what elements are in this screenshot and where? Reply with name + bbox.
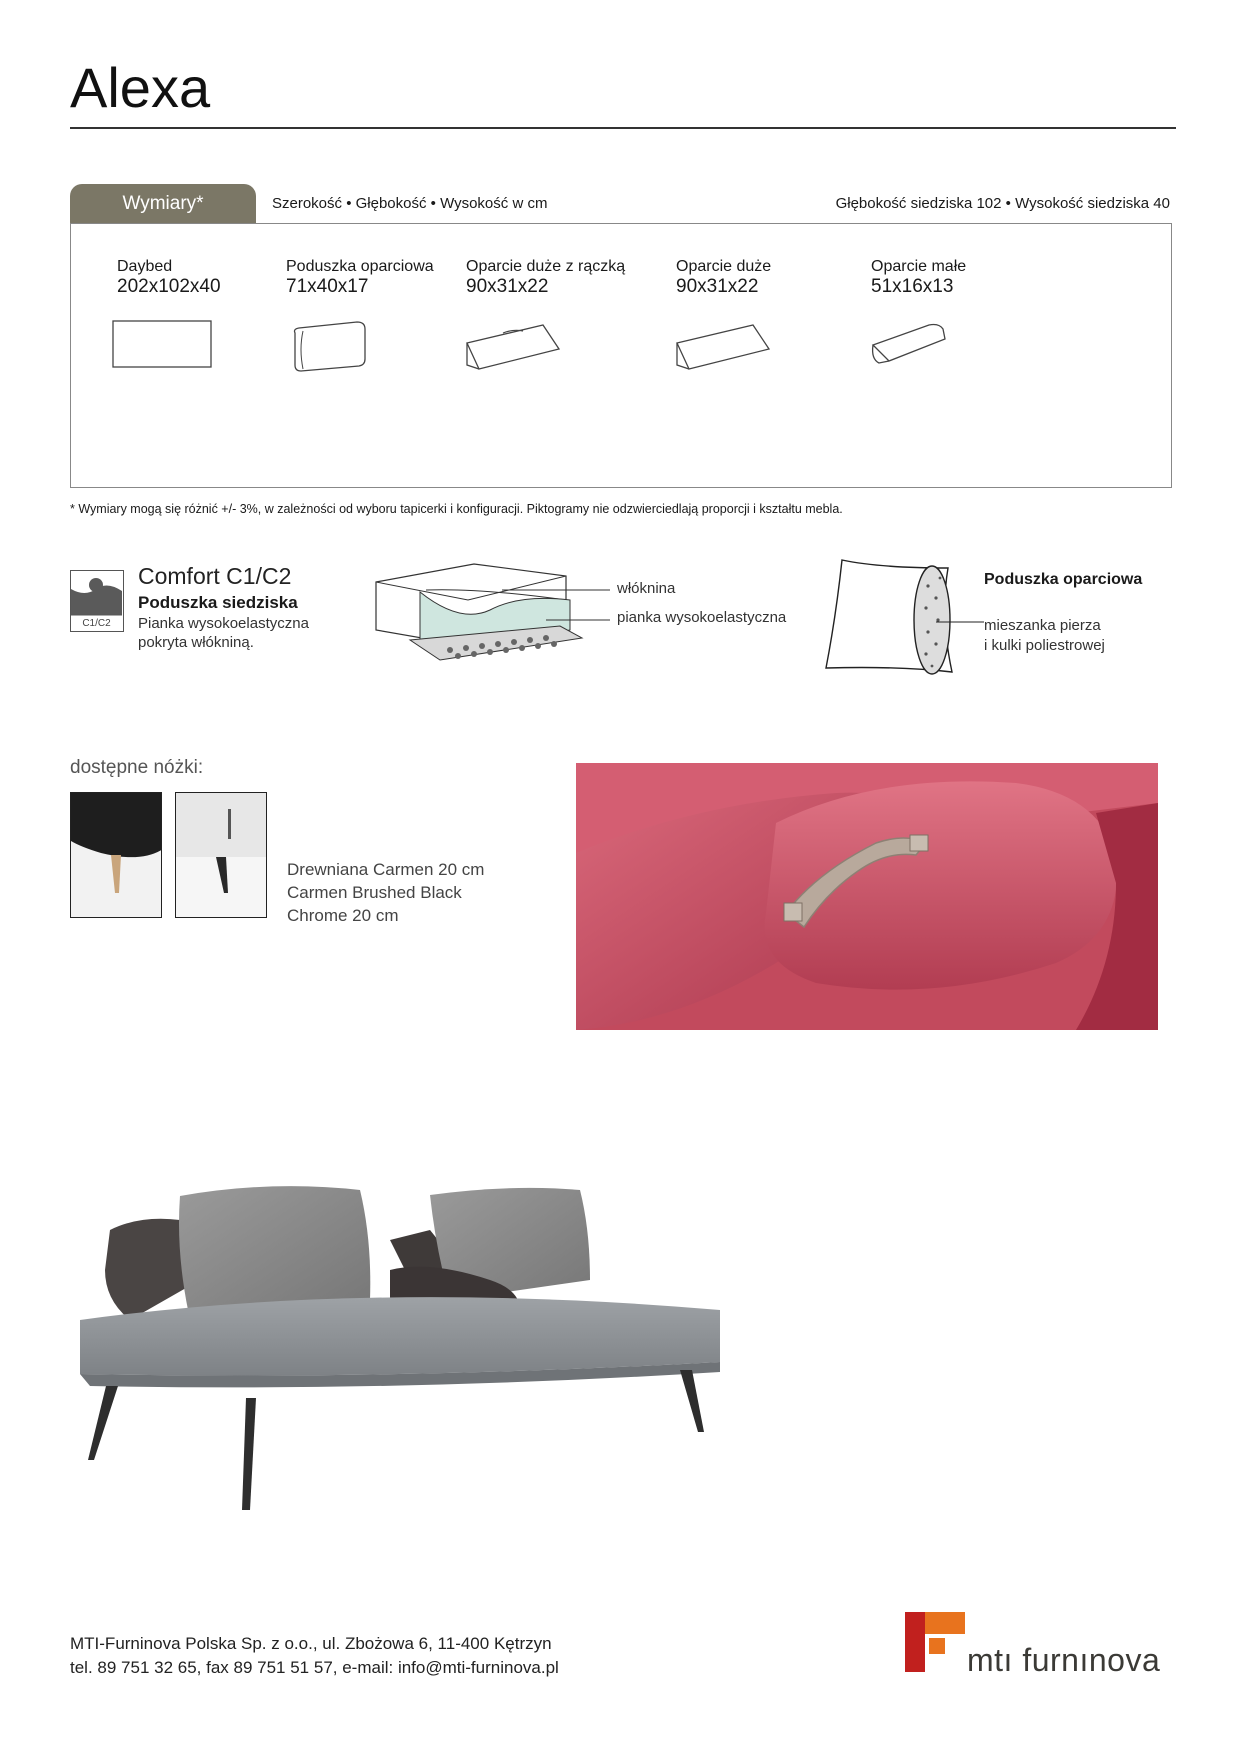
leg-photo-black <box>175 792 267 918</box>
dimensions-footnote: * Wymiary mogą się różnić +/- 3%, w zależności od wyboru tapicerki i konfiguracji. Piktogramy nie odzwierciedlają proporcji i kształtu mebla. <box>70 502 843 516</box>
leg-option: Carmen Brushed Black <box>287 883 462 902</box>
comfort-description-line: pokryta włókniną. <box>138 634 254 651</box>
page-title: Alexa <box>70 56 211 119</box>
back-cushion-description-line: mieszanka pierza <box>984 617 1101 634</box>
sofa-product-photo <box>70 1160 810 1530</box>
layer-foam-label: pianka wysokoelastyczna <box>617 609 787 626</box>
dimension-label: Oparcie duże z rączką <box>466 258 626 275</box>
dimension-large-back-handle <box>466 258 625 298</box>
dimension-label: Oparcie duże <box>676 258 772 275</box>
leg-photo-wood <box>70 792 162 918</box>
legs-title: dostępne nóżki: <box>70 757 204 778</box>
leg-option: Chrome 20 cm <box>287 906 399 925</box>
dimension-large-back <box>676 258 771 298</box>
dimension-value: 71x40x17 <box>286 276 369 297</box>
legs-options <box>287 858 484 927</box>
dimension-label: Daybed <box>117 258 173 275</box>
dimension-value: 202x102x40 <box>117 276 221 297</box>
leg-option: Drewniana Carmen 20 cm <box>287 860 485 879</box>
dimensions-units: Szerokość • Głębokość • Wysokość w cm <box>272 195 548 212</box>
dimension-daybed <box>117 258 221 298</box>
dimension-back-cushion <box>286 258 434 298</box>
dimension-small-back <box>871 258 966 298</box>
comfort-badge-text: C1/C2 <box>82 618 111 629</box>
back-cushion-pictogram <box>289 319 371 377</box>
dimensions-tab <box>70 184 256 224</box>
seat-dimensions: Głębokość siedziska 102 • Wysokość siedziska 40 <box>835 195 1170 212</box>
back-cushion-description <box>984 616 1105 656</box>
seat-cushion-diagram <box>370 560 630 675</box>
title-divider <box>70 127 1176 129</box>
comfort-description-line: Pianka wysokoelastyczna <box>138 615 309 632</box>
back-cushion-diagram <box>820 556 985 684</box>
daybed-pictogram <box>111 319 215 371</box>
large-back-pictogram <box>673 319 777 377</box>
company-contact <box>70 1632 559 1680</box>
dimensions-panel <box>70 223 1172 488</box>
fabric-detail-photo <box>576 763 1158 1030</box>
company-phone-email: tel. 89 751 32 65, fax 89 751 51 57, e-mail: info@mti-furninova.pl <box>70 1658 559 1677</box>
dimension-value: 90x31x22 <box>676 276 759 297</box>
large-back-handle-pictogram <box>463 319 567 377</box>
layer-fiber-label: włóknina <box>617 580 676 597</box>
dimension-label: Poduszka oparciowa <box>286 258 434 275</box>
dimensions-tab-label: Wymiary* <box>122 193 204 214</box>
company-address: MTI-Furninova Polska Sp. z o.o., ul. Zbożowa 6, 11-400 Kętrzyn <box>70 1634 552 1653</box>
back-cushion-title: Poduszka oparciowa <box>984 571 1143 588</box>
dimension-value: 51x16x13 <box>871 276 954 297</box>
logo-wordmark: mtı furnınova <box>967 1642 1161 1678</box>
small-back-pictogram <box>869 319 955 371</box>
comfort-title: Comfort C1/C2 <box>138 563 292 589</box>
dimension-value: 90x31x22 <box>466 276 549 297</box>
dimension-label: Oparcie małe <box>871 258 967 275</box>
mti-furninova-logo <box>905 1612 1165 1682</box>
comfort-subtitle: Poduszka siedziska <box>138 593 298 612</box>
comfort-badge-icon <box>70 570 124 632</box>
comfort-description <box>138 614 309 652</box>
back-cushion-description-line: i kulki poliestrowej <box>984 637 1105 654</box>
logo-mark-icon <box>905 1612 965 1676</box>
